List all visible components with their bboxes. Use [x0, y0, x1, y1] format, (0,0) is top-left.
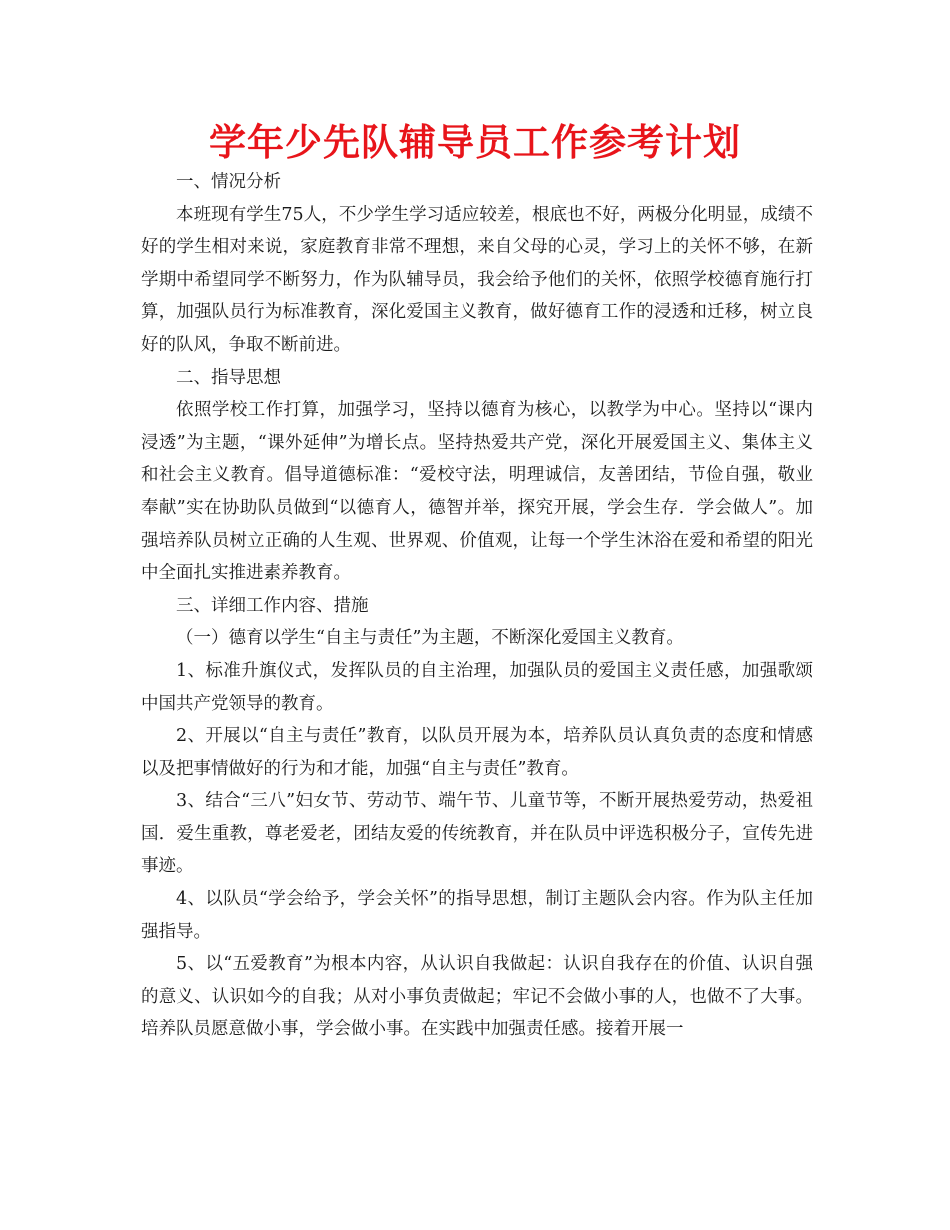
paragraph-situation-analysis: 本班现有学生75人，不少学生学习适应较差，根底也不好，两极分化明显，成绩不好的学生相对来说，家庭教育非常不理想，来自父母的心灵，学习上的关怀不够，在新学期中希望同学不断努力，作为队辅导员，我会给予他们的关怀，依照学校德育施行打算，加强队员行为标准教育，深化爱国主义教育，做好德育工作的浸透和迁移，树立良好的队风，争取不断前进。: [141, 204, 813, 355]
paragraph-guiding-ideology: 依照学校工作打算，加强学习，坚持以德育为核心，以教学为中心。坚持以“课内浸透”为主题，“课外延伸”为增长点。坚持热爱共产党，深化开展爱国主义、集体主义和社会主义教育。倡导道德标准：“爱校守法，明理诚信，友善团结，节俭自强，敬业奉献”实在协助队员做到“以德育人，德智并举，探究开展，学会生存．学会做人”。加强培养队员树立正确的人生观、世界观、价值观，让每一个学生沐浴在爱和希望的阳光中全面扎实推进素养教育。: [141, 400, 813, 584]
document-body: [141, 166, 813, 1046]
list-item-1: 1、标准升旗仪式，发挥队员的自主治理，加强队员的爱国主义责任感，加强歌颂中国共产党领导的教育。: [141, 660, 813, 714]
section-heading-work-content: 三、详细工作内容、措施: [176, 595, 369, 616]
list-item-5: 5、以“五爱教育”为根本内容，从认识自我做起：认识自我存在的价值、认识自强的意义、认识如今的自我；从对小事负责做起；牢记不会做小事的人，也做不了大事。培养队员愿意做小事，学会做小事。在实践中加强责任感。接着开展一: [141, 954, 813, 1040]
section-heading-guiding-ideology: 二、指导思想: [176, 367, 281, 388]
list-item-4: 4、以队员“学会给予，学会关怀”的指导思想，制订主题队会内容。作为队主任加强指导。: [141, 889, 813, 942]
list-item-3: 3、结合“三八”妇女节、劳动节、端午节、儿童节等，不断开展热爱劳动，热爱祖国．爱生重教，尊老爱老，团结友爱的传统教育，并在队员中评选积极分子，宣传先进事迹。: [141, 791, 813, 877]
document-title: 学年少先队辅导员工作参考计划: [209, 121, 741, 164]
subsection-heading-moral-education: （一）德育以学生“自主与责任”为主题，不断深化爱国主义教育。: [176, 628, 684, 649]
list-item-2: 2、开展以“自主与责任”教育，以队员开展为本，培养队员认真负责的态度和情感以及把事情做好的行为和才能，加强“自主与责任”教育。: [141, 726, 813, 779]
section-heading-situation-analysis: 一、情况分析: [176, 172, 281, 192]
